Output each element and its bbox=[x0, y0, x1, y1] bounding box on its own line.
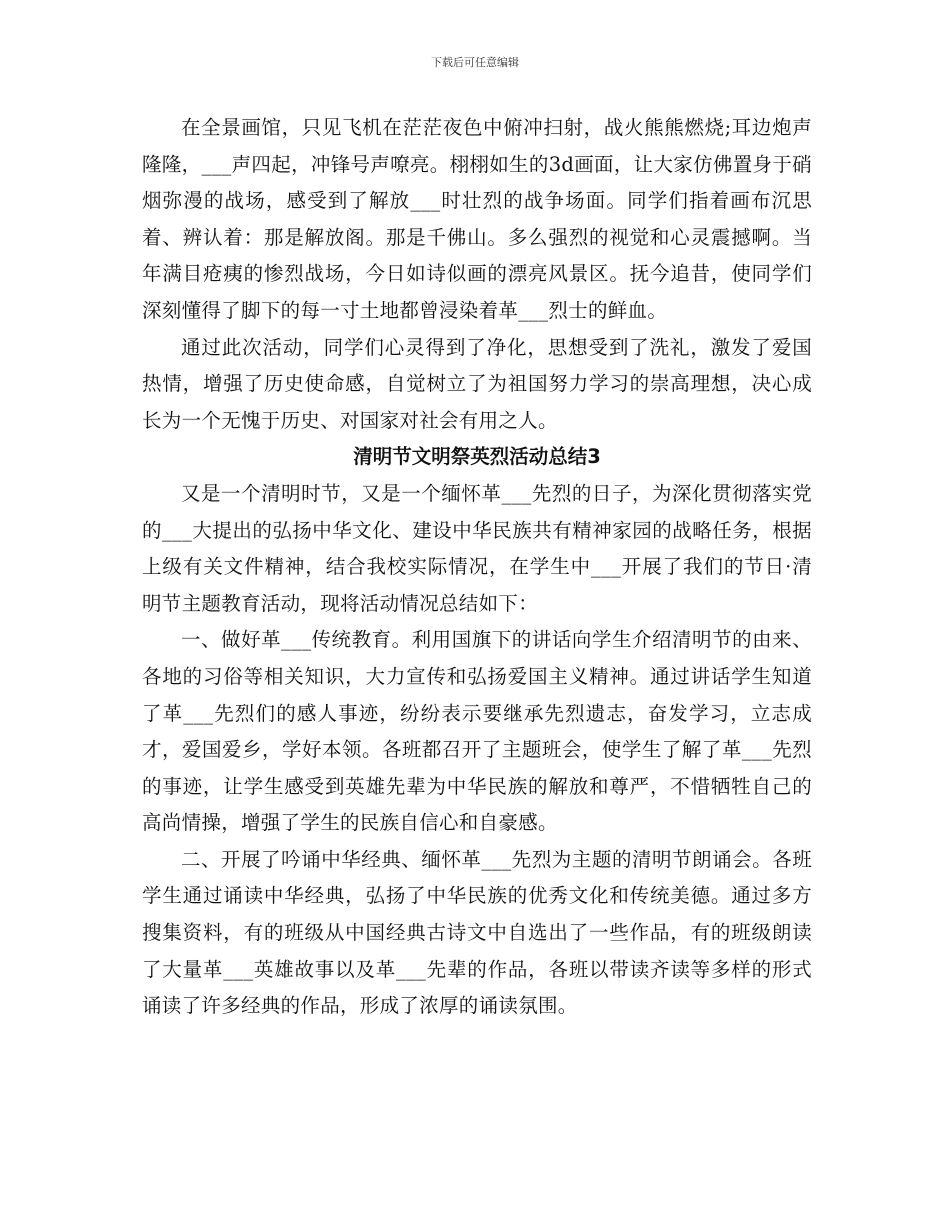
paragraph: 在全景画馆，只见飞机在茫茫夜色中俯冲扫射，战火熊熊燃烧;耳边炮声隆隆，___声四起，冲锋号声嘹亮。栩栩如生的3d画面，让大家仿佛置身于硝烟弥漫的战场，感受到了解放___时壮烈的战争场面。同学们指着画布沉思着、辨认着：那是解放阁。那是千佛山。多么强烈的视觉和心灵震撼啊。当年满目疮痍的惨烈战场，今日如诗似画的漂亮风景区。抚今追昔，使同学们深刻懂得了脚下的每一寸土地都曾浸染着革___烈士的鲜血。 bbox=[142, 116, 812, 322]
paragraph: 又是一个清明时节，又是一个缅怀革___先烈的日子，为深化贯彻落实党的___大提出的弘扬中华文化、建设中华民族共有精神家园的战略任务，根据上级有关文件精神，结合我校实际情况，在学生中___开展了我们的节日·清明节主题教育活动，现将活动情况总结如下： bbox=[142, 481, 812, 615]
paragraph: 一、做好革___传统教育。利用国旗下的讲话向学生介绍清明节的由来、各地的习俗等相关知识，大力宣传和弘扬爱国主义精神。通过讲话学生知道了革___先烈们的感人事迹，纷纷表示要继承先烈遗志，奋发学习，立志成才，爱国爱乡，学好本领。各班都召开了主题班会，使学生了解了革___先烈的事迹，让学生感受到英雄先辈为中华民族的解放和尊严，不惜牺牲自己的高尚情操，增强了学生的民族自信心和自豪感。 bbox=[142, 628, 812, 835]
document-body bbox=[142, 110, 812, 1025]
paragraph: 通过此次活动，同学们心灵得到了净化，思想受到了洗礼，激发了爱国热情，增强了历史使命感，自觉树立了为祖国努力学习的崇高理想，决心成长为一个无愧于历史、对国家对社会有用之人。 bbox=[142, 335, 812, 432]
section-title: 清明节文明祭英烈活动总结3 bbox=[353, 445, 601, 469]
paragraph: 二、开展了吟诵中华经典、缅怀革___先烈为主题的清明节朗诵会。各班学生通过诵读中华经典，弘扬了中华民族的优秀文化和传统美德。通过多方搜集资料，有的班级从中国经典古诗文中自选出了一些作品，有的班级朗读了大量革___英雄故事以及革___先辈的作品，各班以带读齐读等多样的形式诵读了许多经典的作品，形成了浓厚的诵读氛围。 bbox=[142, 847, 812, 1018]
header-note: 下载后可任意编辑 bbox=[431, 56, 519, 69]
